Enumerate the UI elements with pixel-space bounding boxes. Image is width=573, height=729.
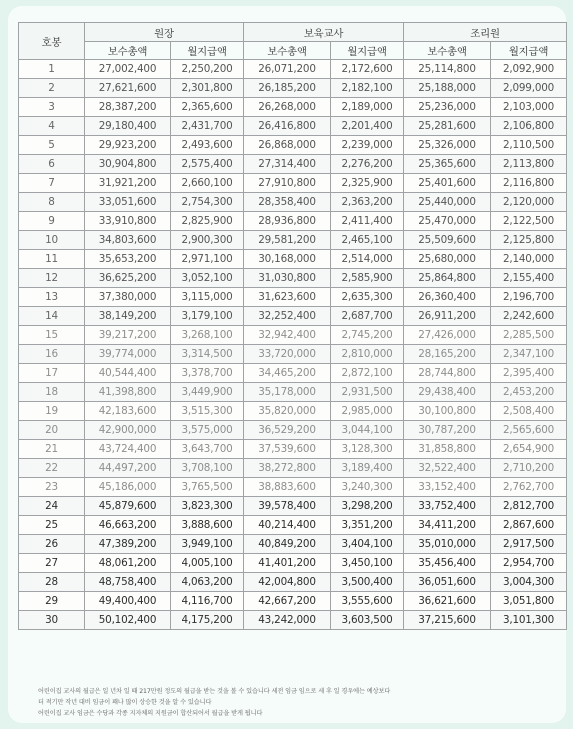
step-cell: 11: [19, 250, 85, 269]
teacher-monthly-cell: 3,351,200: [331, 516, 404, 535]
cook-total-cell: 25,440,000: [404, 193, 491, 212]
director-monthly-cell: 4,005,100: [171, 554, 244, 573]
cook-total-cell: 25,680,000: [404, 250, 491, 269]
table-row: [19, 611, 567, 630]
table-body: [19, 60, 567, 630]
cook-monthly-cell: 2,762,700: [491, 478, 567, 497]
step-cell: 26: [19, 535, 85, 554]
teacher-monthly-cell: 2,585,900: [331, 269, 404, 288]
step-cell: 15: [19, 326, 85, 345]
step-cell: 6: [19, 155, 85, 174]
cook-total-cell: 25,236,000: [404, 98, 491, 117]
teacher-monthly-cell: 2,201,400: [331, 117, 404, 136]
document-sheet: [8, 6, 566, 723]
director-monthly-cell: 4,175,200: [171, 611, 244, 630]
step-cell: 28: [19, 573, 85, 592]
teacher-monthly-cell: 2,810,000: [331, 345, 404, 364]
director-monthly-cell: 3,052,100: [171, 269, 244, 288]
director-monthly-cell: 2,250,200: [171, 60, 244, 79]
table-row: [19, 60, 567, 79]
cook-monthly-cell: 2,285,500: [491, 326, 567, 345]
teacher-monthly-cell: 2,931,500: [331, 383, 404, 402]
table-row: [19, 383, 567, 402]
step-cell: 14: [19, 307, 85, 326]
teacher-monthly-cell: 2,189,000: [331, 98, 404, 117]
step-cell: 20: [19, 421, 85, 440]
director-total-cell: 40,544,400: [85, 364, 171, 383]
table-row: [19, 573, 567, 592]
director-total-cell: 33,051,600: [85, 193, 171, 212]
teacher-total-cell: 41,401,200: [244, 554, 331, 573]
director-total-cell: 47,389,200: [85, 535, 171, 554]
table-row: [19, 535, 567, 554]
director-total-cell: 49,400,400: [85, 592, 171, 611]
director-total-cell: 43,724,400: [85, 440, 171, 459]
director-monthly-cell: 3,314,500: [171, 345, 244, 364]
cook-total-cell: 36,621,600: [404, 592, 491, 611]
header-group-director: 원장: [85, 23, 244, 42]
teacher-monthly-cell: 3,189,400: [331, 459, 404, 478]
table-row: [19, 554, 567, 573]
step-cell: 4: [19, 117, 85, 136]
cook-monthly-cell: 2,092,900: [491, 60, 567, 79]
director-monthly-cell: 3,179,100: [171, 307, 244, 326]
step-cell: 17: [19, 364, 85, 383]
cook-monthly-cell: 2,917,500: [491, 535, 567, 554]
table-row: [19, 250, 567, 269]
step-cell: 3: [19, 98, 85, 117]
teacher-total-cell: 35,178,000: [244, 383, 331, 402]
cook-monthly-cell: 2,565,600: [491, 421, 567, 440]
step-cell: 18: [19, 383, 85, 402]
teacher-monthly-cell: 2,172,600: [331, 60, 404, 79]
table-row: [19, 136, 567, 155]
salary-table-container: [18, 22, 568, 630]
director-monthly-cell: 3,823,300: [171, 497, 244, 516]
header-sub-total: 보수총액: [85, 42, 171, 60]
cook-total-cell: 32,522,400: [404, 459, 491, 478]
teacher-total-cell: 26,268,000: [244, 98, 331, 117]
director-total-cell: 42,183,600: [85, 402, 171, 421]
cook-monthly-cell: 2,155,400: [491, 269, 567, 288]
step-cell: 9: [19, 212, 85, 231]
teacher-total-cell: 37,539,600: [244, 440, 331, 459]
teacher-monthly-cell: 2,182,100: [331, 79, 404, 98]
step-cell: 24: [19, 497, 85, 516]
teacher-monthly-cell: 2,514,000: [331, 250, 404, 269]
cook-total-cell: 25,365,600: [404, 155, 491, 174]
director-monthly-cell: 3,378,700: [171, 364, 244, 383]
director-total-cell: 35,653,200: [85, 250, 171, 269]
step-cell: 16: [19, 345, 85, 364]
director-total-cell: 33,910,800: [85, 212, 171, 231]
step-cell: 1: [19, 60, 85, 79]
director-total-cell: 39,217,200: [85, 326, 171, 345]
header-group-teacher: 보육교사: [244, 23, 404, 42]
teacher-total-cell: 42,667,200: [244, 592, 331, 611]
teacher-monthly-cell: 3,555,600: [331, 592, 404, 611]
step-cell: 19: [19, 402, 85, 421]
step-cell: 7: [19, 174, 85, 193]
teacher-total-cell: 30,168,000: [244, 250, 331, 269]
director-total-cell: 38,149,200: [85, 307, 171, 326]
table-row: [19, 307, 567, 326]
director-total-cell: 46,663,200: [85, 516, 171, 535]
director-monthly-cell: 3,575,000: [171, 421, 244, 440]
director-total-cell: 50,102,400: [85, 611, 171, 630]
header-sub-monthly: 월지급액: [491, 42, 567, 60]
director-monthly-cell: 2,431,700: [171, 117, 244, 136]
teacher-monthly-cell: 3,450,100: [331, 554, 404, 573]
table-row: [19, 155, 567, 174]
table-row: [19, 79, 567, 98]
teacher-total-cell: 35,820,000: [244, 402, 331, 421]
teacher-total-cell: 34,465,200: [244, 364, 331, 383]
cook-monthly-cell: 2,242,600: [491, 307, 567, 326]
teacher-total-cell: 28,936,800: [244, 212, 331, 231]
director-total-cell: 34,803,600: [85, 231, 171, 250]
step-cell: 10: [19, 231, 85, 250]
teacher-total-cell: 32,942,400: [244, 326, 331, 345]
step-cell: 27: [19, 554, 85, 573]
teacher-total-cell: 28,358,400: [244, 193, 331, 212]
director-monthly-cell: 3,765,500: [171, 478, 244, 497]
director-total-cell: 31,921,200: [85, 174, 171, 193]
table-row: [19, 364, 567, 383]
director-total-cell: 29,180,400: [85, 117, 171, 136]
footer-line: 어린이집 교사의 월급은 일 년차 일 때 217만원 정도의 월급을 받는 것을 볼 수 있습니다 세전 임금 임으로 세 후 일 경우에는 예상보다: [38, 688, 391, 695]
teacher-monthly-cell: 3,404,100: [331, 535, 404, 554]
teacher-total-cell: 33,720,000: [244, 345, 331, 364]
cook-total-cell: 33,752,400: [404, 497, 491, 516]
director-monthly-cell: 3,449,900: [171, 383, 244, 402]
teacher-total-cell: 43,242,000: [244, 611, 331, 630]
teacher-monthly-cell: 2,239,000: [331, 136, 404, 155]
director-total-cell: 27,621,600: [85, 79, 171, 98]
header-group-cook: 조리원: [404, 23, 567, 42]
cook-total-cell: 25,114,800: [404, 60, 491, 79]
teacher-monthly-cell: 2,985,000: [331, 402, 404, 421]
table-row: [19, 497, 567, 516]
teacher-monthly-cell: 3,298,200: [331, 497, 404, 516]
step-cell: 8: [19, 193, 85, 212]
header-sub-monthly: 월지급액: [171, 42, 244, 60]
table-row: [19, 326, 567, 345]
cook-total-cell: 33,152,400: [404, 478, 491, 497]
teacher-total-cell: 27,314,400: [244, 155, 331, 174]
teacher-monthly-cell: 2,411,400: [331, 212, 404, 231]
director-total-cell: 28,387,200: [85, 98, 171, 117]
cook-monthly-cell: 3,101,300: [491, 611, 567, 630]
teacher-total-cell: 29,581,200: [244, 231, 331, 250]
table-row: [19, 174, 567, 193]
cook-monthly-cell: 2,710,200: [491, 459, 567, 478]
cook-total-cell: 27,426,000: [404, 326, 491, 345]
cook-monthly-cell: 2,099,000: [491, 79, 567, 98]
cook-monthly-cell: 2,122,500: [491, 212, 567, 231]
header-sub-monthly: 월지급액: [331, 42, 404, 60]
teacher-monthly-cell: 2,635,300: [331, 288, 404, 307]
cook-total-cell: 36,051,600: [404, 573, 491, 592]
director-total-cell: 36,625,200: [85, 269, 171, 288]
step-cell: 25: [19, 516, 85, 535]
cook-total-cell: 25,188,000: [404, 79, 491, 98]
step-cell: 22: [19, 459, 85, 478]
teacher-monthly-cell: 2,465,100: [331, 231, 404, 250]
teacher-total-cell: 26,868,000: [244, 136, 331, 155]
cook-monthly-cell: 2,347,100: [491, 345, 567, 364]
cook-total-cell: 25,326,000: [404, 136, 491, 155]
director-total-cell: 30,904,800: [85, 155, 171, 174]
teacher-total-cell: 31,623,600: [244, 288, 331, 307]
cook-total-cell: 28,744,800: [404, 364, 491, 383]
step-cell: 13: [19, 288, 85, 307]
cook-total-cell: 25,509,600: [404, 231, 491, 250]
table-row: [19, 193, 567, 212]
director-total-cell: 37,380,000: [85, 288, 171, 307]
teacher-total-cell: 38,272,800: [244, 459, 331, 478]
teacher-monthly-cell: 2,276,200: [331, 155, 404, 174]
director-monthly-cell: 2,900,300: [171, 231, 244, 250]
teacher-total-cell: 40,214,400: [244, 516, 331, 535]
table-row: [19, 212, 567, 231]
director-monthly-cell: 2,660,100: [171, 174, 244, 193]
step-cell: 23: [19, 478, 85, 497]
cook-total-cell: 25,401,600: [404, 174, 491, 193]
cook-total-cell: 28,165,200: [404, 345, 491, 364]
step-cell: 29: [19, 592, 85, 611]
step-cell: 30: [19, 611, 85, 630]
teacher-monthly-cell: 3,044,100: [331, 421, 404, 440]
cook-total-cell: 30,787,200: [404, 421, 491, 440]
step-cell: 5: [19, 136, 85, 155]
cook-total-cell: 25,470,000: [404, 212, 491, 231]
director-monthly-cell: 3,949,100: [171, 535, 244, 554]
cook-monthly-cell: 2,120,000: [491, 193, 567, 212]
table-row: [19, 117, 567, 136]
header-row-groups: [19, 23, 567, 42]
cook-monthly-cell: 2,106,800: [491, 117, 567, 136]
teacher-total-cell: 31,030,800: [244, 269, 331, 288]
director-monthly-cell: 2,301,800: [171, 79, 244, 98]
header-sub-total: 보수총액: [244, 42, 331, 60]
director-monthly-cell: 3,115,000: [171, 288, 244, 307]
table-row: [19, 516, 567, 535]
salary-table: [18, 22, 567, 630]
cook-monthly-cell: 2,954,700: [491, 554, 567, 573]
cook-total-cell: 29,438,400: [404, 383, 491, 402]
step-cell: 21: [19, 440, 85, 459]
teacher-total-cell: 40,849,200: [244, 535, 331, 554]
cook-monthly-cell: 2,103,000: [491, 98, 567, 117]
cook-monthly-cell: 2,395,400: [491, 364, 567, 383]
teacher-total-cell: 32,252,400: [244, 307, 331, 326]
header-step: 호봉: [19, 23, 85, 60]
table-row: [19, 269, 567, 288]
table-row: [19, 440, 567, 459]
step-cell: 2: [19, 79, 85, 98]
cook-monthly-cell: 2,196,700: [491, 288, 567, 307]
teacher-total-cell: 42,004,800: [244, 573, 331, 592]
cook-total-cell: 30,100,800: [404, 402, 491, 421]
director-total-cell: 39,774,000: [85, 345, 171, 364]
table-row: [19, 345, 567, 364]
cook-monthly-cell: 2,116,800: [491, 174, 567, 193]
teacher-total-cell: 27,910,800: [244, 174, 331, 193]
table-row: [19, 231, 567, 250]
table-row: [19, 592, 567, 611]
cook-total-cell: 34,411,200: [404, 516, 491, 535]
director-total-cell: 45,186,000: [85, 478, 171, 497]
director-monthly-cell: 3,888,600: [171, 516, 244, 535]
teacher-monthly-cell: 2,325,900: [331, 174, 404, 193]
director-monthly-cell: 2,971,100: [171, 250, 244, 269]
table-row: [19, 288, 567, 307]
teacher-monthly-cell: 2,687,700: [331, 307, 404, 326]
teacher-total-cell: 26,185,200: [244, 79, 331, 98]
director-monthly-cell: 4,116,700: [171, 592, 244, 611]
footer-note: [38, 686, 568, 719]
director-monthly-cell: 3,708,100: [171, 459, 244, 478]
teacher-total-cell: 39,578,400: [244, 497, 331, 516]
cook-monthly-cell: 2,140,000: [491, 250, 567, 269]
cook-monthly-cell: 3,004,300: [491, 573, 567, 592]
teacher-total-cell: 26,071,200: [244, 60, 331, 79]
footer-line: 더 적기만 작년 대비 임금이 꽤나 많이 상승한 것을 알 수 있습니다: [38, 699, 212, 706]
cook-monthly-cell: 2,812,700: [491, 497, 567, 516]
table-row: [19, 478, 567, 497]
cook-total-cell: 26,911,200: [404, 307, 491, 326]
director-monthly-cell: 4,063,200: [171, 573, 244, 592]
cook-monthly-cell: 2,453,200: [491, 383, 567, 402]
director-monthly-cell: 2,575,400: [171, 155, 244, 174]
director-monthly-cell: 3,515,300: [171, 402, 244, 421]
cook-total-cell: 35,456,400: [404, 554, 491, 573]
teacher-total-cell: 26,416,800: [244, 117, 331, 136]
cook-monthly-cell: 2,110,500: [491, 136, 567, 155]
teacher-monthly-cell: 3,240,300: [331, 478, 404, 497]
teacher-monthly-cell: 3,603,500: [331, 611, 404, 630]
cook-total-cell: 35,010,000: [404, 535, 491, 554]
table-row: [19, 421, 567, 440]
table-row: [19, 402, 567, 421]
director-monthly-cell: 2,365,600: [171, 98, 244, 117]
table-row: [19, 459, 567, 478]
cook-total-cell: 26,360,400: [404, 288, 491, 307]
step-cell: 12: [19, 269, 85, 288]
teacher-monthly-cell: 2,363,200: [331, 193, 404, 212]
cook-monthly-cell: 2,867,600: [491, 516, 567, 535]
table-header: [19, 23, 567, 60]
teacher-total-cell: 36,529,200: [244, 421, 331, 440]
director-total-cell: 29,923,200: [85, 136, 171, 155]
director-total-cell: 48,061,200: [85, 554, 171, 573]
director-monthly-cell: 3,268,100: [171, 326, 244, 345]
cook-monthly-cell: 3,051,800: [491, 592, 567, 611]
cook-monthly-cell: 2,125,800: [491, 231, 567, 250]
teacher-monthly-cell: 2,745,200: [331, 326, 404, 345]
footer-line: 어린이집 교사 임금은 수당과 각종 지자체의 지원금이 합산되어서 월급을 받게 됩니다: [38, 710, 263, 717]
director-monthly-cell: 3,643,700: [171, 440, 244, 459]
cook-monthly-cell: 2,508,400: [491, 402, 567, 421]
director-monthly-cell: 2,754,300: [171, 193, 244, 212]
cook-total-cell: 37,215,600: [404, 611, 491, 630]
director-total-cell: 42,900,000: [85, 421, 171, 440]
cook-monthly-cell: 2,654,900: [491, 440, 567, 459]
teacher-total-cell: 38,883,600: [244, 478, 331, 497]
director-monthly-cell: 2,825,900: [171, 212, 244, 231]
teacher-monthly-cell: 3,128,300: [331, 440, 404, 459]
table-row: [19, 98, 567, 117]
director-monthly-cell: 2,493,600: [171, 136, 244, 155]
director-total-cell: 41,398,800: [85, 383, 171, 402]
cook-monthly-cell: 2,113,800: [491, 155, 567, 174]
cook-total-cell: 31,858,800: [404, 440, 491, 459]
director-total-cell: 45,879,600: [85, 497, 171, 516]
director-total-cell: 44,497,200: [85, 459, 171, 478]
header-sub-total: 보수총액: [404, 42, 491, 60]
header-row-sub: [19, 42, 567, 60]
cook-total-cell: 25,281,600: [404, 117, 491, 136]
director-total-cell: 48,758,400: [85, 573, 171, 592]
teacher-monthly-cell: 2,872,100: [331, 364, 404, 383]
teacher-monthly-cell: 3,500,400: [331, 573, 404, 592]
director-total-cell: 27,002,400: [85, 60, 171, 79]
cook-total-cell: 25,864,800: [404, 269, 491, 288]
